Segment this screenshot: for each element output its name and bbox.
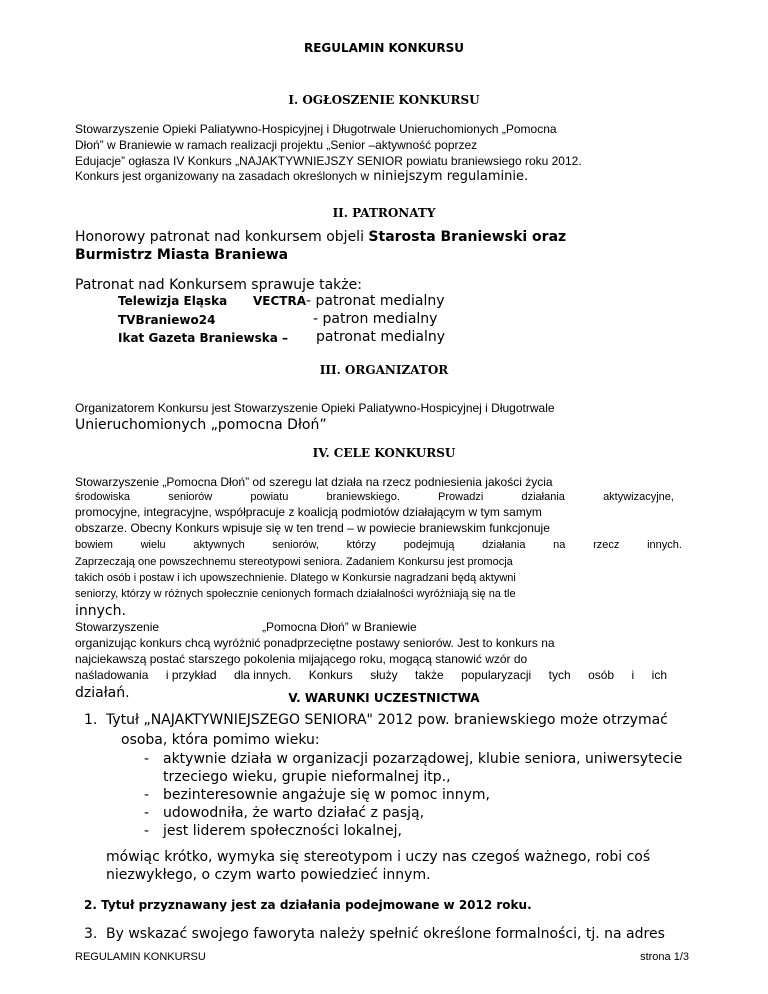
footer-left: REGULAMIN KONKURSU	[75, 951, 206, 963]
s4-line-6: Zaprzeczają one powszechnemu stereotypowi seniora. Zadaniem Konkursu jest promocja	[75, 556, 513, 568]
word: środowiska	[75, 491, 131, 503]
s4-line-7: takich osób i postaw i ich upowszechnienie. Dlatego w Konkursie nagradzani będą aktywni	[75, 572, 516, 584]
word: naśladowania	[75, 668, 149, 682]
bullet-dash: -	[144, 823, 150, 839]
s4-line-10a: Stowarzyszenie	[75, 620, 160, 634]
patron-name-3: Ikat Gazeta Braniewska –	[118, 331, 288, 345]
item-1-number: 1.	[84, 712, 98, 728]
summary-line-2: niezwykłego, o czym warto powiedzieć innym.	[106, 867, 431, 883]
honorary-patron-2: Burmistrz Miasta Braniewa	[75, 247, 289, 263]
summary-line-1: mówiąc krótko, wymyka się stereotypom i uczy nas czegoś ważnego, robi coś	[106, 849, 651, 865]
s4-line-9: innych.	[75, 603, 126, 619]
item-1-line-1: Tytuł „NAJAKTYWNIEJSZEGO SENIORA" 2012 pow. braniewskiego może otrzymać	[106, 712, 668, 728]
word: braniewskiego.	[326, 491, 400, 503]
s1-line-4-tail: niniejszym regulaminie.	[369, 169, 529, 184]
word: innych.	[647, 539, 682, 551]
s3-line-1: Organizatorem Konkursu jest Stowarzyszenie Opieki Paliatywno-Hospicyjnej i Długotrwale	[75, 401, 555, 415]
patron-name-1: Telewizja Eląska	[118, 294, 228, 308]
bullet-4: jest liderem społeczności lokalnej,	[163, 823, 402, 839]
s4-line-13	[75, 668, 667, 683]
s4-line-11: organizując konkurs chcą wyróżnić ponadprzeciętne postawy seniorów. Jest to konkurs na	[75, 636, 555, 650]
word: popularyzacji	[461, 668, 532, 682]
word: także	[415, 668, 444, 682]
bullet-dash: -	[144, 751, 150, 767]
item-3-number: 3.	[84, 926, 98, 942]
honorary-patronage	[75, 228, 566, 246]
word: i	[631, 668, 635, 682]
word: służy	[370, 668, 398, 682]
word: tych	[548, 668, 571, 682]
s3-line-2: Unieruchomionych „pomocna Dłoń”	[75, 417, 327, 433]
s4-line-5	[75, 538, 682, 552]
word: powiatu	[250, 491, 289, 503]
patron-role-1: - patronat medialny	[306, 293, 445, 309]
word: działania	[482, 539, 526, 551]
bullet-dash: -	[144, 805, 150, 821]
word: osób	[588, 668, 615, 682]
section-5-heading: V. WARUNKI UCZESTNICTWA	[288, 691, 480, 705]
word: na	[553, 539, 566, 551]
section-2-heading: II. PATRONATY	[332, 206, 436, 220]
word: aktywnych	[193, 539, 245, 551]
section-1-heading: I. OGŁOSZENIE KONKURSU	[288, 93, 480, 107]
section-4-heading: IV. CELE KONKURSU	[312, 446, 456, 460]
word: rzecz	[593, 539, 620, 551]
s1-line-1: Stowarzyszenie Opieki Paliatywno-Hospicyjnej i Długotrwale Unieruchomionych „Pomocna	[75, 122, 557, 136]
patron-mid-1: VECTRA	[253, 294, 307, 308]
s4-line-4: obszarze. Obecny Konkurs wpisuje się w ten trend – w powiecie braniewskim funkcjonuje	[75, 521, 550, 535]
bullet-2: bezinteresownie angażuje się w pomoc innym,	[163, 787, 490, 803]
word: Prowadzi	[438, 491, 484, 503]
patron-role-2: - patron medialny	[313, 311, 438, 327]
document-title: REGULAMIN KONKURSU	[303, 41, 465, 55]
section-3-heading: III. ORGANIZATOR	[319, 363, 449, 377]
word: seniorów,	[272, 539, 319, 551]
word: którzy	[346, 539, 376, 551]
s1-line-4	[75, 169, 528, 184]
word: bowiem	[75, 539, 113, 551]
s4-line-14: działań.	[75, 685, 130, 701]
bullet-dash: -	[144, 787, 150, 803]
patron-role-3: patronat medialny	[316, 329, 446, 345]
patron-name-2: TVBraniewo24	[118, 313, 216, 327]
s1-line-4-head: Konkurs jest organizowany na zasadach określonych w	[75, 169, 370, 183]
honorary-patron-1: Starosta Braniewski oraz	[368, 229, 567, 245]
word: wielu	[140, 539, 166, 551]
word: podejmują	[403, 539, 455, 551]
patronage-also: Patronat nad Konkursem sprawuje także:	[75, 277, 362, 293]
s1-line-3: Edujacje” ogłasza IV Konkurs „NAJAKTYWNIEJSZY SENIOR powiatu braniewsiego roku 2012.	[75, 154, 582, 168]
bullet-1-line-1: aktywnie działa w organizacji pozarządowej, klubie seniora, uniwersytecie	[163, 751, 683, 767]
s4-line-12: najciekawszą postać starszego pokolenia mijającego roku, mogącą stanowić wzór do	[75, 652, 528, 666]
bullet-3: udowodniła, że warto działać z pasją,	[163, 805, 425, 821]
item-1-line-2: osoba, która pomimo wieku:	[121, 732, 320, 748]
s4-line-10b: „Pomocna Dłoń” w Braniewie	[262, 620, 417, 634]
s4-line-2	[75, 490, 674, 504]
item-3-text: By wskazać swojego faworyta należy spełnić określone formalności, tj. na adres	[106, 926, 665, 942]
s4-line-1: Stowarzyszenie „Pomocna Dłoń” od szeregu lat działa na rzecz podniesienia jakości życia	[75, 475, 553, 489]
item-2: 2. Tytuł przyznawany jest za działania podejmowane w 2012 roku.	[84, 898, 532, 912]
word: i przykład	[165, 668, 217, 682]
word: aktywizacyjne,	[603, 491, 674, 503]
honorary-patronage-text: Honorowy patronat nad konkursem objeli	[75, 229, 369, 245]
page-number: strona 1/3	[640, 951, 689, 963]
word: działania	[521, 491, 565, 503]
s1-line-2: Dłoń” w Braniewie w ramach realizacji projektu „Senior –aktywność poprzez	[75, 138, 478, 152]
word: Konkurs	[308, 668, 353, 682]
s4-line-8: seniorzy, którzy w różnych społecznie cenionych formach działalności wyróżniają się na tle	[75, 588, 516, 600]
s4-line-3: promocyjne, integracyjne, współpracuje z koalicją podmiotów działającym w tym samym	[75, 505, 542, 519]
word: seniorów	[168, 491, 213, 503]
bullet-1-line-2: trzeciego wieku, grupie nieformalnej itp.,	[163, 769, 451, 785]
word: dla innych.	[233, 668, 292, 682]
word: ich	[651, 668, 667, 682]
